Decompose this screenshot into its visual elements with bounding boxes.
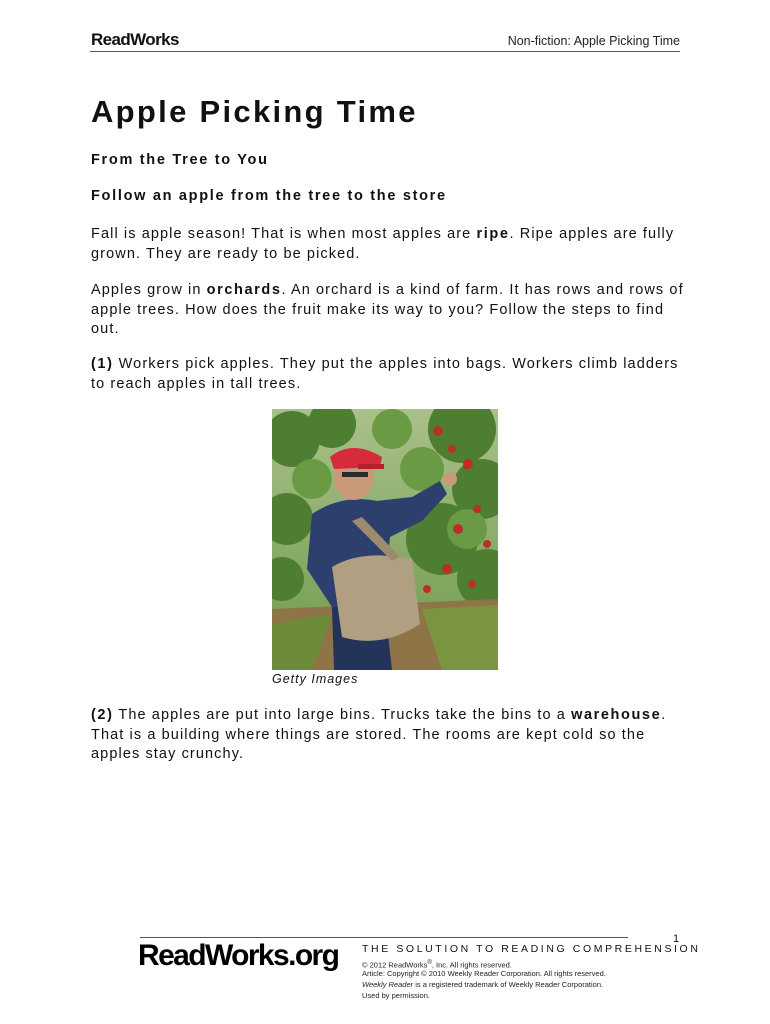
step-1: (1) Workers pick apples. They put the apples into bags. Workers climb ladders to reach apples in tall trees. — [91, 356, 679, 392]
photo-credit: Getty Images — [272, 672, 359, 686]
vocab-ripe: ripe — [476, 226, 510, 242]
header-rule — [90, 51, 680, 52]
footer-rule — [140, 937, 628, 938]
footer-permission: Used by permission. — [362, 991, 430, 1000]
header-logo: ReadWorks — [91, 30, 179, 49]
vocab-orchards: orchards — [206, 282, 282, 298]
step-2: (2) The apples are put into large bins. Trucks take the bins to a warehouse. That is a building where things are stored. The rooms are kept cold so the apples stay crunchy. — [91, 707, 667, 762]
paragraph-2: Apples grow in orchards. An orchard is a kind of farm. It has rows and rows of apple trees. How does the fruit make its way to you? Follow the steps to find out. — [91, 282, 684, 337]
step-number: (2) — [91, 707, 114, 723]
breadcrumb: Non-fiction: Apple Picking Time — [507, 34, 680, 48]
deck: Follow an apple from the tree to the store — [91, 188, 447, 204]
footer-trademark: Weekly Reader is a registered trademark of Weekly Reader Corporation. — [362, 980, 604, 989]
man-picking-apples-photo — [272, 409, 498, 670]
vocab-warehouse: warehouse — [571, 707, 662, 723]
step-number: (1) — [91, 356, 114, 372]
footer-article-line: Article: Copyright © 2010 Weekly Reader Corporation. All rights reserved. — [362, 969, 606, 978]
paragraph-1: Fall is apple season! That is when most apples are ripe. Ripe apples are fully grown. They are ready to be picked. — [91, 226, 675, 262]
footer-logo: ReadWorks.org — [138, 939, 339, 972]
subtitle: From the Tree to You — [91, 152, 269, 168]
page-title: Apple Picking Time — [91, 94, 418, 129]
footer-copyright: © 2012 ReadWorks®, Inc. All rights reserved. — [362, 960, 512, 970]
page-number: 1 — [673, 933, 680, 945]
footer-tagline: THE SOLUTION TO READING COMPREHENSION — [362, 943, 701, 955]
